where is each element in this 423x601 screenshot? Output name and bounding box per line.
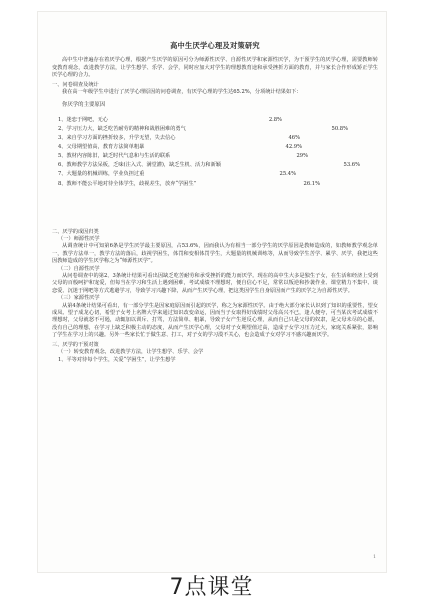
watermark-caption: 7点课堂: [169, 575, 254, 600]
survey-row-text: 8、教师不能公平地对待全体学生，歧视差生，放弃“学困生”: [58, 180, 197, 187]
section-2-3-heading: （三）家源性厌学: [58, 295, 100, 302]
section-1-heading: 一、问卷调查及统计: [52, 81, 99, 88]
survey-row: [58, 161, 378, 170]
section-3-1-item: 1、平等对待每个学生，关爱“学困生”，让学生想学: [58, 356, 176, 363]
survey-row: [58, 125, 378, 134]
survey-row: [58, 152, 378, 161]
section-3-1-heading: （一）转变教育观念，改进教学方法，让学生想学、乐学、会学: [58, 349, 204, 356]
document-body: [52, 22, 378, 364]
survey-row: [58, 170, 378, 179]
survey-row: [58, 180, 378, 189]
section-2-2-paragraph: 从问卷调查中的第2、3条统计结果可看出因缺乏吃苦耐劳和承受挫折的能力而厌学。现在的高中生大多是独生子女，在生活和经济上受到父母的百般呵护和宠爱，但每当在学习和生活上遇到困难，考试成绩不理想时，便自信心不足，常常以叛逆和抄袭作业、课堂精力不集中、谈恋爱、沉迷于网吧等方式逃避学习，导致学习兴趣下降，从而产生厌学心理，把这类因学生自身原因而产生的厌学之为自源性厌学。: [52, 273, 378, 294]
section-2-heading: 二、厌学的成因归类: [52, 228, 99, 235]
document-title: 高中生厌学心理及对策研究: [170, 41, 260, 50]
survey-row-text: 7、大题量的机械训练，学业负担过重: [58, 171, 145, 178]
survey-row-text: 1、迷恋于网吧，无心: [58, 116, 108, 123]
survey-row: [58, 116, 378, 125]
section-3-heading: 三、厌学的干预对策: [52, 341, 99, 348]
survey-row-text: 6、教师教学方法呆板，乏味(注入式、满堂灌)，缺乏生机、活力和新颖: [58, 162, 221, 169]
survey-row: [58, 143, 378, 152]
survey-row-text: 2、学习压力大，缺乏吃苦耐劳的精神和战胜困难的勇气: [58, 125, 186, 132]
survey-table: [52, 102, 378, 188]
survey-row-value: 50.8%: [331, 125, 348, 132]
page-number: 1: [373, 555, 376, 560]
section-2-2-heading: （二）自源性厌学: [58, 265, 100, 272]
survey-row-value: 46%: [288, 135, 300, 142]
survey-row-text: 4、父母期望值高，教育方法简单粗暴: [58, 144, 145, 151]
intro-paragraph: 高中生中普遍存在着厌学心理，根据产生厌学的原因可分为师源性厌学、自源性厌学和家源性厌学，为干预学生的厌学心理，需要教师转变教育观念，改进教学方法，让学生想学、乐学、会学，同时应加大对学生的理想教育途和承受挫折方面的教育，并与家长合作形成矫正学生厌学心理的合力。: [52, 57, 378, 79]
survey-row-value: 25.4%: [279, 171, 296, 178]
section-1-paragraph: 我在高一年级学生中进行了厌学心理原因的问卷调查，有厌学心理的学生达65.2%，分项统计结果如下：: [62, 89, 302, 96]
survey-row-value: 42.9%: [285, 144, 302, 151]
survey-row: [58, 134, 378, 143]
survey-row-value: 2.8%: [268, 116, 282, 123]
survey-row-text: 5、教材内容陈旧，缺乏时代气息和与生活的联系: [58, 153, 171, 160]
document-page: [38, 12, 386, 572]
survey-row-text: 3、来自学习方面的挫折较多，升学无望，失去信心: [58, 135, 176, 142]
section-2-1-paragraph: 从调查统计中可知第6条是学生厌学最主要原因，占53.6%，因而我认为有相当一部分学生的厌学原因是教师造成的，如教师教学观念单一，教学方法单一，教学方法的落后，歧视学困生，体罚和变相体罚学生，大题量的机械训练等，从而导致学生苦学、累学、厌学，我把这些因教师造成的学生厌学称之为“师源性厌学”。: [52, 243, 378, 265]
survey-row-value: 26.1%: [303, 180, 320, 187]
section-2-3-paragraph: 从第4条统计结果可看出，有一部分学生是因家庭原因而引起的厌学，称之为家源性厌学。由于绝大部分家长认识到了知识的重要性，望女成凤、望子成龙心切，希望子女考上名牌大学来通过知识改变命运，因而当子女取得好成绩时父母高兴不已，逢人便夸，可当某次考试成绩不理想时，父母就怒不可遏，动辄加以训斥、打骂，方法简单、粗暴，导致子女产生逆反心理，从而自己只是父母的奴隶，是父母未尽的心愿，没有自己的理想，在学习上缺乏积极主动的态度，从而产生厌学心理，父母对子女期望值过高，造成子女学习压力过大，家庭关系紧张，影响了学生在学习上的兴趣。另外一些家长忙于做生意、打工，对子女的学习漠不关心，也会造成子女对学习不感兴趣而厌学。: [52, 302, 378, 339]
survey-row-value: 29%: [296, 153, 308, 160]
survey-title: 你厌学的主要原因: [62, 102, 106, 109]
section-2-1-heading: （一）师源性厌学: [58, 236, 100, 242]
survey-row-value: 53.6%: [343, 162, 360, 169]
blank-space: [52, 195, 378, 227]
